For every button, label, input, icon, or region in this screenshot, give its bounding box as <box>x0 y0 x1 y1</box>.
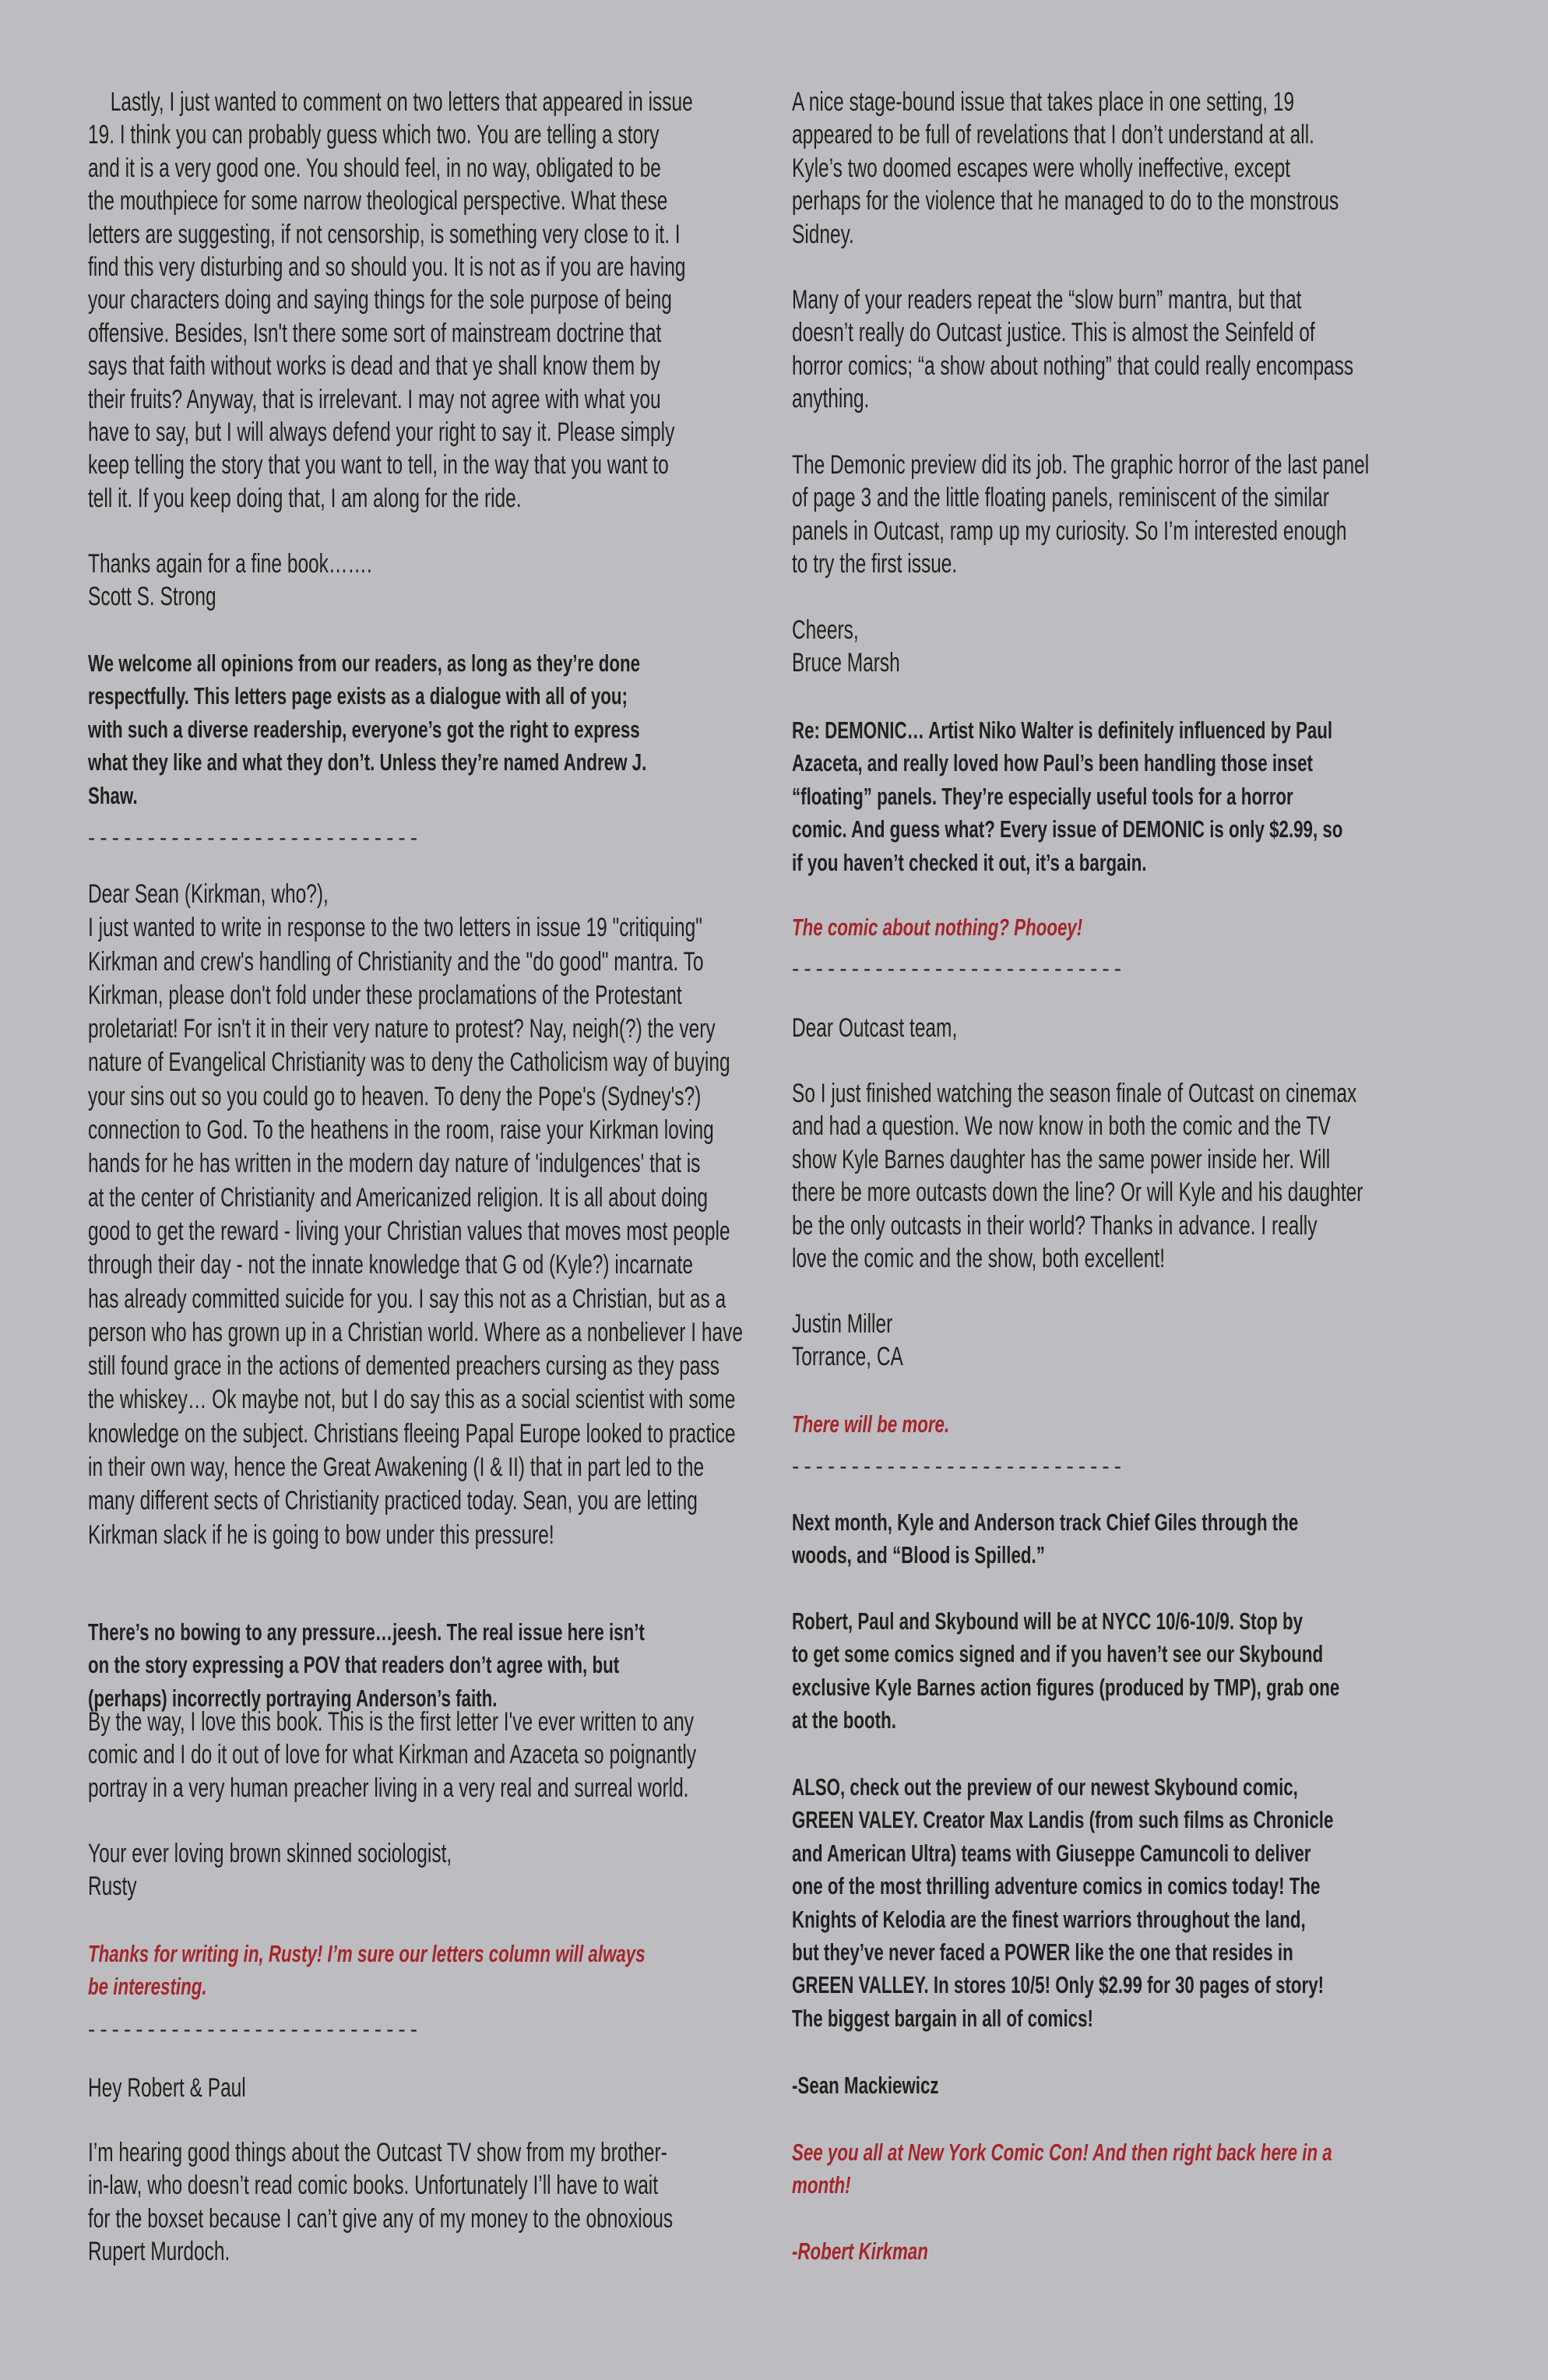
text-line: Many of your readers repeat the “slow burn” mantra, but that <box>792 285 1302 315</box>
green-valley-promo <box>792 1771 1333 2035</box>
text-line: your characters doing and saying things for the sole purpose of being <box>88 285 672 315</box>
letter-3-greeting <box>88 2072 246 2104</box>
closing-message <box>792 2136 1332 2202</box>
text-line: appeared to be full of revelations that I don’t understand at all. <box>792 120 1314 150</box>
letter-2-body <box>88 878 743 1552</box>
letter-3-signoff <box>792 614 900 680</box>
text-line: show Kyle Barnes daughter has the same power inside her. Will <box>792 1144 1331 1174</box>
letter-4-signoff <box>792 1308 903 1374</box>
text-line: be the only outcasts in their world? Thanks in advance. I really <box>792 1210 1318 1241</box>
text-line: exclusive Kyle Barnes action figures (produced by TMP), grab one <box>792 1673 1340 1701</box>
text-line: A nice stage-bound issue that takes place in one setting, 19 <box>792 87 1295 117</box>
letter-2-postscript <box>88 1706 696 1804</box>
editor-reply-2 <box>88 1616 645 1715</box>
text-line: Rupert Murdoch. <box>88 2237 230 2267</box>
text-line: The comic about nothing? Phooey! <box>792 914 1083 941</box>
text-line: GREEN VALEY. Creator Max Landis (from such films as Chronicle <box>792 1806 1334 1834</box>
text-line: GREEN VALLEY. In stores 10/5! Only $2.99 for 30 pages of story! <box>792 1971 1325 1999</box>
text-line: connection to God. To the heathens in the room, raise your Kirkman loving <box>88 1115 714 1146</box>
text-line: if you haven’t checked it out, it’s a bargain. <box>792 848 1147 876</box>
text-line: portray in a very human preacher living in a very real and surreal world. <box>88 1773 689 1803</box>
text-line: to get some comics signed and if you haven’t see our Skybound <box>792 1640 1324 1668</box>
text-line: I just wanted to write in response to the two letters in issue 19 "critiquing" <box>88 913 702 943</box>
text-line: The Demonic preview did its job. The graphic horror of the last panel <box>792 450 1370 480</box>
text-line: The biggest bargain in all of comics! <box>792 2004 1093 2032</box>
text-line: Next month, Kyle and Anderson track Chief Giles through the <box>792 1509 1299 1536</box>
text-line: has already committed suicide for you. I say this not as a Christian, but as a <box>88 1283 727 1314</box>
text-line: Kirkman slack if he is going to bow under this pressure! <box>88 1519 554 1550</box>
text-line: many different sects of Christianity practiced today. Sean, you are letting <box>88 1486 698 1516</box>
text-line: perhaps for the violence that he managed to do to the monstrous <box>792 186 1339 217</box>
text-line: See you all at New York Comic Con! And then right back here in a <box>792 2139 1332 2166</box>
text-line: but they’ve never faced a POWER like the one that resides in <box>792 1938 1293 1966</box>
text-line: one of the most thrilling adventure comics in comics today! The <box>792 1872 1321 1900</box>
letter-3-paragraph-3 <box>792 283 1353 416</box>
text-line: have to say, but I will always defend your right to say it. Please simply <box>88 417 675 448</box>
text-line: ALSO, check out the preview of our newest Skybound comic, <box>792 1773 1298 1801</box>
text-line: at the booth. <box>792 1706 896 1734</box>
text-line: There’s no bowing to any pressure…jeesh. The real issue here isn’t <box>88 1618 645 1646</box>
letter-4-greeting <box>792 1012 957 1044</box>
text-line: Rusty <box>88 1871 137 1902</box>
editor-reply-3-red <box>792 911 1082 944</box>
text-line: Re: DEMONIC… Artist Niko Walter is definitely influenced by Paul <box>792 716 1333 744</box>
text-line: be interesting. <box>88 1973 207 2001</box>
text-line: Azaceta, and really loved how Paul’s been handling those inset <box>792 749 1313 777</box>
text-line: Shaw. <box>88 781 138 809</box>
next-month-preview <box>792 1506 1298 1572</box>
separator: ---------------------------- <box>792 956 1127 981</box>
text-line: person who has grown up in a Christian world. Where as a nonbeliever I have <box>88 1317 743 1347</box>
text-line: We welcome all opinions from our readers, as long as they’re done <box>88 650 641 677</box>
letter-3-paragraph-2 <box>792 86 1339 251</box>
text-line: still found grace in the actions of demented preachers cursing as they pass <box>88 1351 720 1382</box>
text-line: what they like and what they don’t. Unless they’re named Andrew J. <box>88 748 647 776</box>
text-line: Dear Outcast team, <box>792 1013 958 1043</box>
text-line: Scott S. Strong <box>88 582 216 612</box>
letter-3-body <box>88 2136 673 2269</box>
text-line: with such a diverse readership, everyone’s got the right to express <box>88 715 640 743</box>
editor-reply-2-red <box>88 1938 646 2004</box>
kirkman-signature <box>792 2235 928 2268</box>
separator: ---------------------------- <box>792 1454 1127 1478</box>
text-line: their fruits? Anyway, that is irrelevant. I may not agree with what you <box>88 384 661 414</box>
text-line: Kyle’s two doomed escapes were wholly ineffective, except <box>792 153 1291 183</box>
text-line: Knights of Kelodia are the finest warriors throughout the land, <box>792 1905 1306 1933</box>
text-line: Justin Miller <box>792 1309 893 1339</box>
text-line: through their day - not the innate knowledge that G od (Kyle?) incarnate <box>88 1250 694 1280</box>
text-line: Thanks for writing in, Rusty! I’m sure our letters column will always <box>88 1940 646 1967</box>
text-line: month! <box>792 2171 851 2199</box>
text-line: 19. I think you can probably guess which two. You are telling a story <box>88 120 660 150</box>
text-line: comic and I do it out of love for what Kirkman and Azaceta so poignantly <box>88 1740 697 1770</box>
text-line: So I just finished watching the season finale of Outcast on cinemax <box>792 1079 1357 1108</box>
text-line: doesn’t really do Outcast justice. This is almost the Seinfeld of <box>792 318 1315 348</box>
text-line: your sins out so you could go to heaven. To deny the Pope's (Sydney's?) <box>88 1081 702 1111</box>
letter-3-paragraph-4 <box>792 449 1369 581</box>
text-line: “floating” panels. They’re especially useful tools for a horror <box>792 782 1293 810</box>
letter-2-signoff <box>88 1837 452 1903</box>
text-line: comic. And guess what? Every issue of DEMONIC is only $2.99, so <box>792 815 1343 843</box>
nycc-announcement <box>792 1605 1339 1737</box>
text-line: good to get the reward - living your Christian values that moves most people <box>88 1216 730 1246</box>
editor-reply-4-red <box>792 1408 949 1441</box>
text-line: Torrance, CA <box>792 1342 903 1372</box>
text-line: in their own way, hence the Great Awakening (I & II) that in part led to the <box>88 1452 705 1483</box>
separator: ---------------------------- <box>88 826 423 850</box>
editor-reply-3 <box>792 714 1342 879</box>
text-line: Hey Robert & Paul <box>88 2073 246 2103</box>
letter-1-signoff <box>88 547 372 614</box>
text-line: Robert, Paul and Skybound will be at NYCC 10/6-10/9. Stop by <box>792 1607 1303 1635</box>
text-line: for the boxset because I can’t give any of my money to the obnoxious <box>88 2203 674 2234</box>
text-line: Kirkman, please don't fold under these proclamations of the Protestant <box>88 980 682 1010</box>
text-line: tell it. If you keep doing that, I am along for the ride. <box>88 483 522 513</box>
text-line: There will be more. <box>792 1410 950 1438</box>
text-line: Thanks again for a fine book……. <box>88 549 372 579</box>
text-line: anything. <box>792 384 870 414</box>
text-line: Sidney. <box>792 219 854 249</box>
text-line: offensive. Besides, Isn't there some sort of mainstream doctrine that <box>88 318 662 348</box>
text-line: keep telling the story that you want to tell, in the way that you want to <box>88 450 669 481</box>
text-line: nature of Evangelical Christianity was to deny the Catholicism way of buying <box>88 1047 730 1078</box>
text-line: woods, and “Blood is Spilled.” <box>792 1541 1045 1569</box>
letter-4-body <box>792 1077 1363 1275</box>
text-line: at the center of Christianity and Americanized religion. It is all about doing <box>88 1182 709 1213</box>
text-line: and had a question. We now know in both the comic and the TV <box>792 1111 1331 1142</box>
text-line: (perhaps) incorrectly portraying Anderson’s faith. <box>88 1684 498 1712</box>
separator: ---------------------------- <box>88 2017 423 2041</box>
text-line: love the comic and the show, both excellent! <box>792 1244 1166 1274</box>
text-line: panels in Outcast, ramp up my curiosity. So I’m interested enough <box>792 516 1347 546</box>
text-line: and American Ultra) teams with Giuseppe Camuncoli to deliver <box>792 1839 1311 1867</box>
text-line: there be more outcasts down the line? Or will Kyle and his daughter <box>792 1178 1363 1208</box>
text-line: letters are suggesting, if not censorship, is something very close to it. I <box>88 219 681 249</box>
text-line: in-law, who doesn’t read comic books. Unfortunately I’ll have to wait <box>88 2171 659 2201</box>
text-line: says that faith without works is dead and that ye shall know them by <box>88 351 660 382</box>
text-line: horror comics; “a show about nothing” that could really encompass <box>792 350 1354 381</box>
sean-signature <box>792 2069 939 2102</box>
text-line: respectfully. This letters page exists as a dialogue with all of you; <box>88 682 628 710</box>
text-line: -Robert Kirkman <box>792 2237 928 2265</box>
text-line: to try the first issue. <box>792 549 958 579</box>
text-line: find this very disturbing and so should you. It is not as if you are having <box>88 252 686 283</box>
text-line: Lastly, I just wanted to comment on two letters that appeared in issue <box>110 87 693 117</box>
text-line: of page 3 and the little floating panels, reminiscent of the similar <box>792 483 1329 513</box>
text-line: the whiskey… Ok maybe not, but I do say this as a social scientist with some <box>88 1385 736 1415</box>
text-line: Kirkman and crew's handling of Christianity and the "do good" mantra. To <box>88 946 704 977</box>
letter-1-body <box>88 86 693 515</box>
text-line: and it is a very good one. You should feel, in no way, obligated to be <box>88 153 661 183</box>
text-line: I’m hearing good things about the Outcast TV show from my brother- <box>88 2138 667 2167</box>
editor-reply-1 <box>88 647 646 812</box>
text-line: By the way, I love this book. This is the first letter I've ever written to any <box>88 1707 694 1737</box>
text-line: -Sean Mackiewicz <box>792 2072 939 2099</box>
text-line: on the story expressing a POV that readers don’t agree with, but <box>88 1651 620 1679</box>
text-line: proletariat! For isn't it in their very nature to protest? Nay, neigh(?) the very <box>88 1014 716 1044</box>
text-line: Your ever loving brown skinned sociologist, <box>88 1839 452 1868</box>
text-line: Dear Sean (Kirkman, who?), <box>88 879 329 909</box>
text-line: the mouthpiece for some narrow theological perspective. What these <box>88 186 668 217</box>
text-line: hands for he has written in the modern day nature of 'indulgences' that is <box>88 1149 701 1179</box>
text-line: knowledge on the subject. Christians fleeing Papal Europe looked to practice <box>88 1418 736 1449</box>
text-line: Bruce Marsh <box>792 648 900 678</box>
text-line: Cheers, <box>792 615 859 645</box>
